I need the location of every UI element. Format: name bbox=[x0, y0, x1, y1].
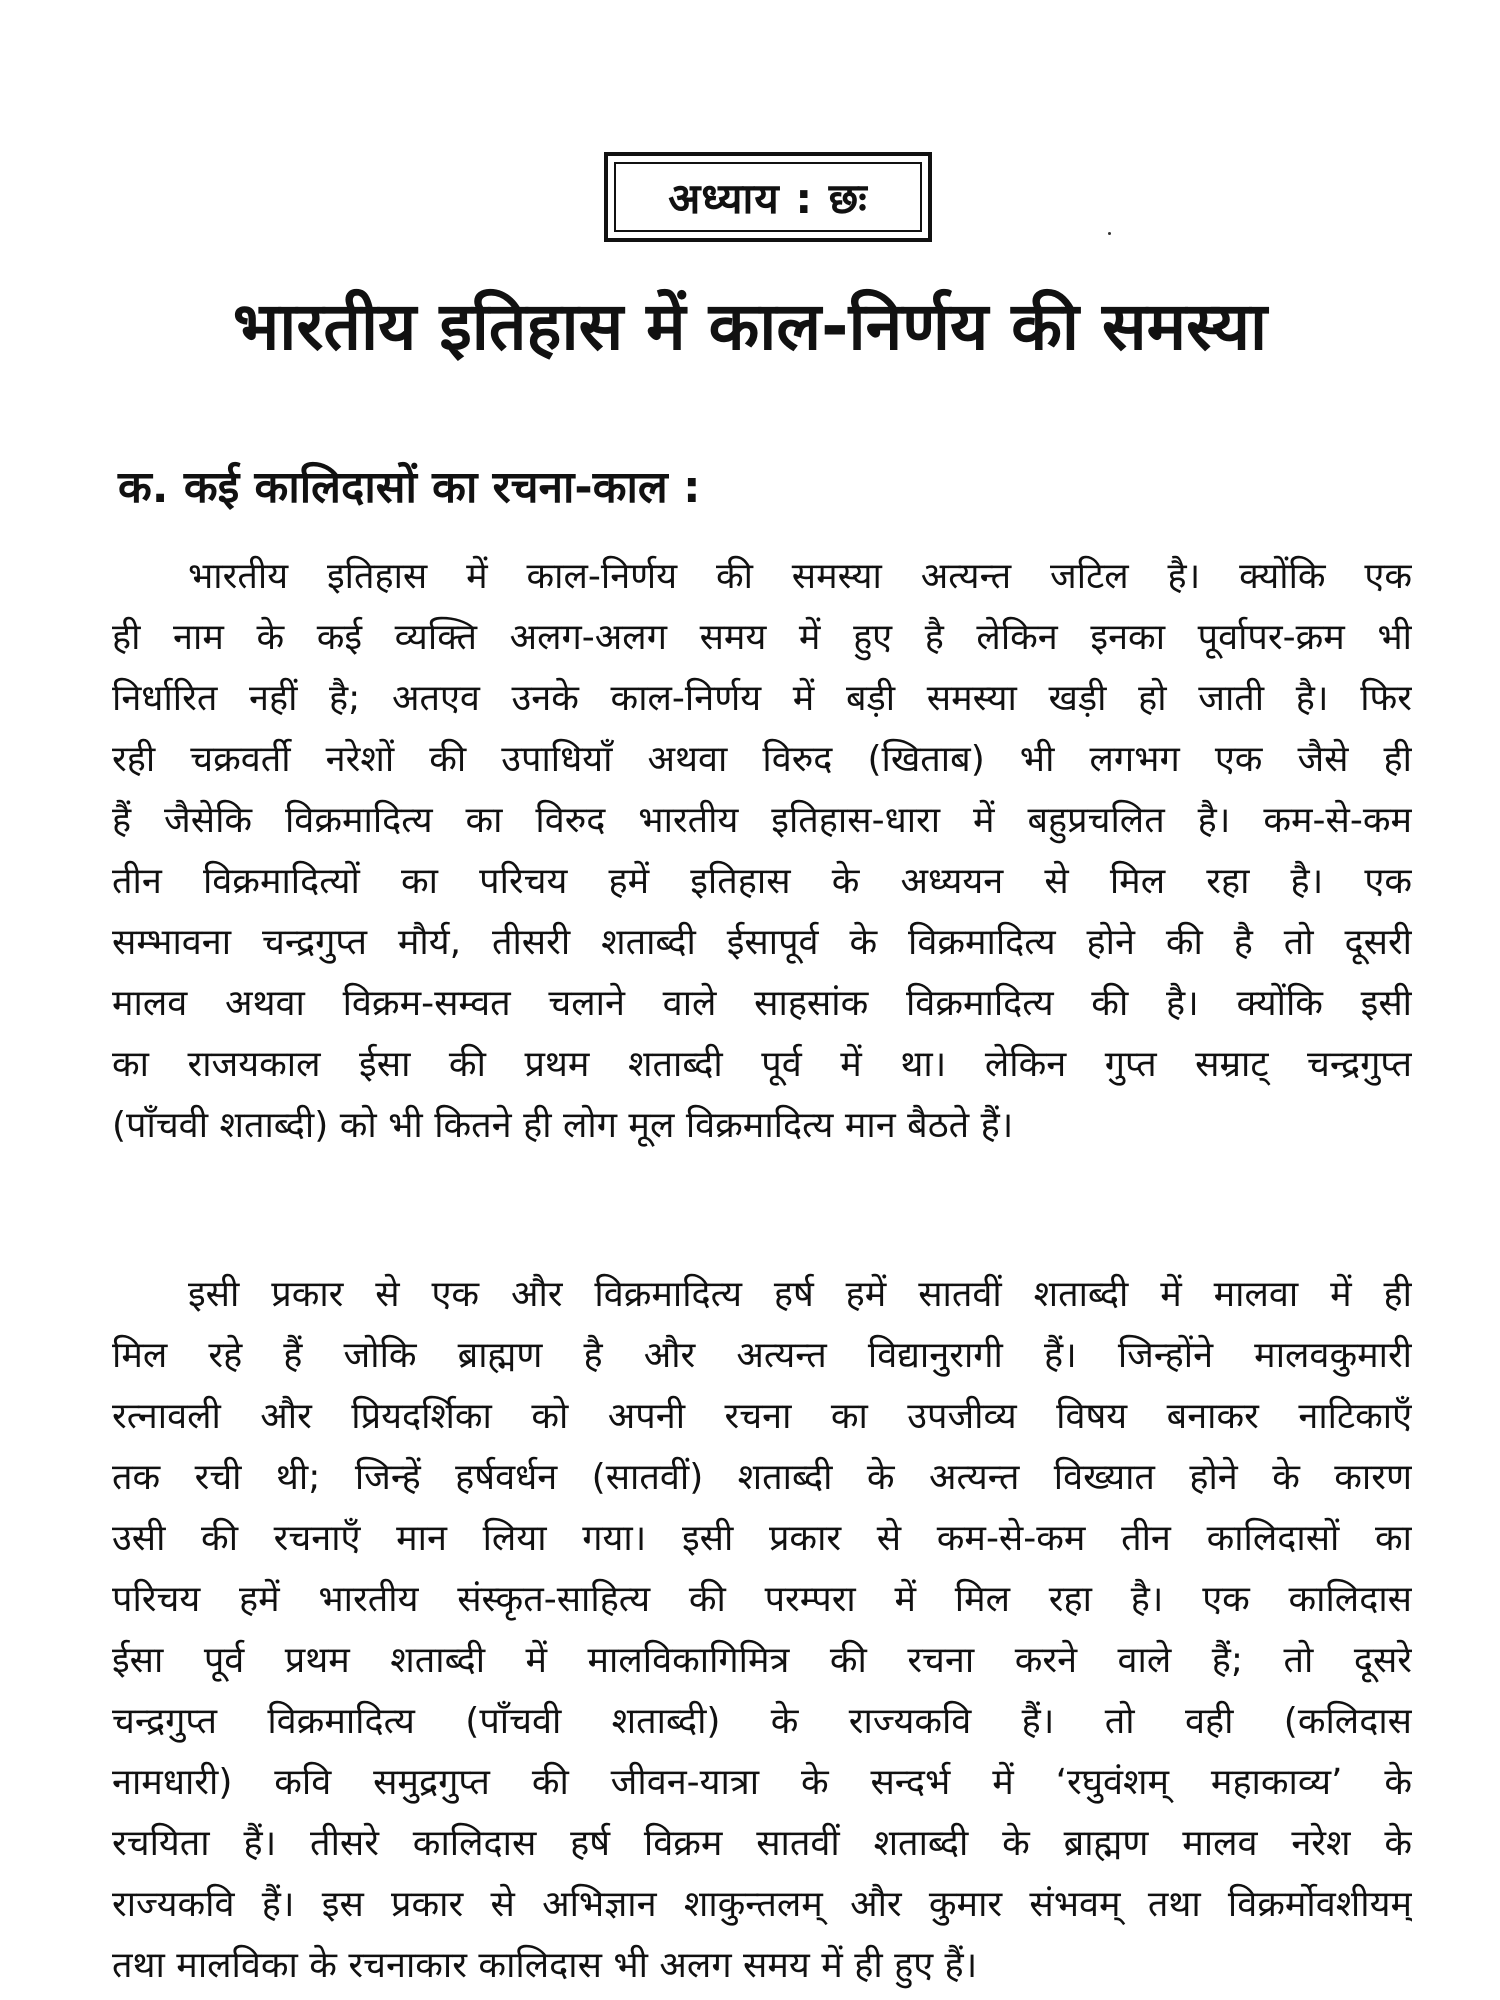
paragraph-line: नामधारी) कवि समुद्रगुप्त की जीवन-यात्रा के सन्दर्भ में ‘रघुवंशम् महाकाव्य’ के bbox=[112, 1762, 1412, 1803]
paragraph-line: का राजयकाल ईसा की प्रथम शताब्दी पूर्व में था। लेकिन गुप्त सम्राट् चन्द्रगुप्त bbox=[112, 1044, 1412, 1085]
paragraph-line: चन्द्रगुप्त विक्रमादित्य (पाँचवी शताब्दी) के राज्यकवि हैं। तो वही (कलिदास bbox=[112, 1701, 1412, 1742]
chapter-label: अध्याय : छः bbox=[668, 173, 868, 223]
paragraph-line: रत्नावली और प्रियदर्शिका को अपनी रचना का उपजीव्य विषय बनाकर नाटिकाएँ bbox=[112, 1396, 1412, 1437]
paragraph-line: निर्धारित नहीं है; अतएव उनके काल-निर्णय में बड़ी समस्या खड़ी हो जाती है। फिर bbox=[112, 678, 1412, 719]
paragraph-line: मालव अथवा विक्रम-सम्वत चलाने वाले साहसांक विक्रमादित्य की है। क्योंकि इसी bbox=[112, 983, 1412, 1024]
paragraph-line: ईसा पूर्व प्रथम शताब्दी में मालविकागिमित्र की रचना करने वाले हैं; तो दूसरे bbox=[112, 1640, 1412, 1681]
paragraph-1 bbox=[112, 546, 1412, 1156]
paragraph-line: उसी की रचनाएँ मान लिया गया। इसी प्रकार से कम-से-कम तीन कालिदासों का bbox=[112, 1518, 1412, 1559]
paragraph-line: मिल रहे हैं जोकि ब्राह्मण है और अत्यन्त विद्यानुरागी हैं। जिन्होंने मालवकुमारी bbox=[112, 1335, 1412, 1376]
paragraph-line: ही नाम के कई व्यक्ति अलग-अलग समय में हुए है लेकिन इनका पूर्वापर-क्रम भी bbox=[112, 617, 1412, 658]
paragraph-line: (पाँचवी शताब्दी) को भी कितने ही लोग मूल विक्रमादित्य मान बैठते हैं। bbox=[112, 1105, 1014, 1146]
page-title: भारतीय इतिहास में काल-निर्णय की समस्या bbox=[232, 288, 1268, 365]
chapter-label-box bbox=[604, 152, 932, 242]
paragraph-line: सम्भावना चन्द्रगुप्त मौर्य, तीसरी शताब्दी ईसापूर्व के विक्रमादित्य होने की है तो दूसरी bbox=[112, 922, 1412, 963]
paragraph-line: रचयिता हैं। तीसरे कालिदास हर्ष विक्रम सातवीं शताब्दी के ब्राह्मण मालव नरेश के bbox=[112, 1823, 1412, 1864]
paragraph-line: भारतीय इतिहास में काल-निर्णय की समस्या अत्यन्त जटिल है। क्योंकि एक bbox=[188, 556, 1412, 597]
paragraph-line: हैं जैसेकि विक्रमादित्य का विरुद भारतीय इतिहास-धारा में बहुप्रचलित है। कम-से-कम bbox=[112, 800, 1412, 841]
paragraph-line: राज्यकवि हैं। इस प्रकार से अभिज्ञान शाकुन्तलम् और कुमार संभवम् तथा विक्रर्मोवशीयम् bbox=[112, 1884, 1412, 1925]
paragraph-line: तीन विक्रमादित्यों का परिचय हमें इतिहास के अध्ययन से मिल रहा है। एक bbox=[112, 861, 1412, 902]
scan-speck bbox=[1108, 232, 1111, 235]
paragraph-line: इसी प्रकार से एक और विक्रमादित्य हर्ष हमें सातवीं शताब्दी में मालवा में ही bbox=[188, 1274, 1412, 1315]
section-heading: क. कई कालिदासों का रचना-काल : bbox=[118, 462, 701, 513]
paragraph-line: तक रची थी; जिन्हें हर्षवर्धन (सातवीं) शताब्दी के अत्यन्त विख्यात होने के कारण bbox=[112, 1457, 1412, 1498]
paragraph-line: तथा मालविका के रचनाकार कालिदास भी अलग समय में ही हुए हैं। bbox=[112, 1945, 978, 1986]
paragraph-line: रही चक्रवर्ती नरेशों की उपाधियाँ अथवा विरुद (खिताब) भी लगभग एक जैसे ही bbox=[112, 739, 1412, 780]
paragraph-line: परिचय हमें भारतीय संस्कृत-साहित्य की परम्परा में मिल रहा है। एक कालिदास bbox=[112, 1579, 1412, 1620]
paragraph-2 bbox=[112, 1264, 1412, 1996]
